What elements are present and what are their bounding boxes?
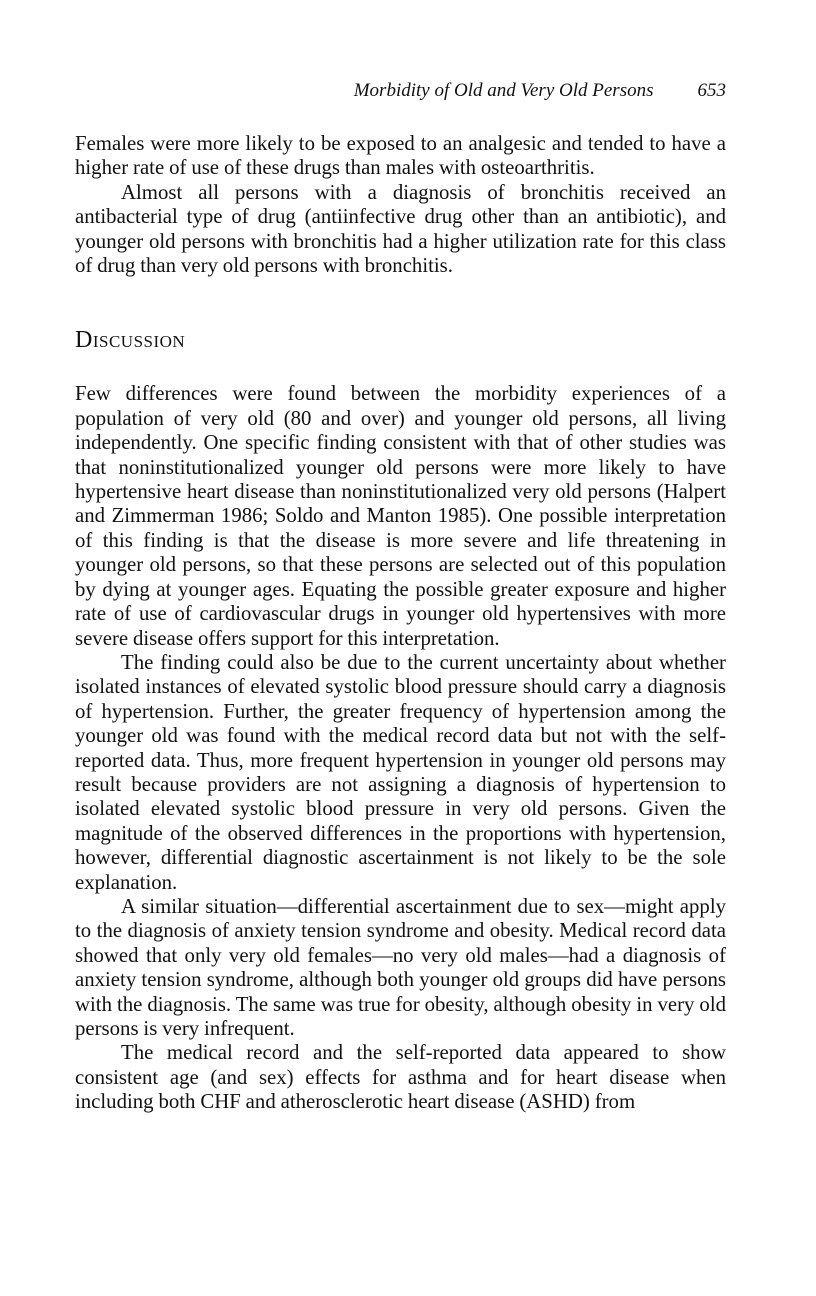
document-page xyxy=(75,80,726,1115)
section-heading-discussion: Discussion xyxy=(75,327,186,354)
paragraph-discussion-1: Few differences were found between the morbidity experiences of a population of very old (80 and over) and younger old persons, all living independently. One specific finding consistent with that of other studies was that noninstitutionalized younger old persons were more likely to have hypertensive heart disease than noninstitutionalized very old persons (Halpert and Zimmerman 1986; Soldo and Manton 1985). One possible interpretation of this finding is that the disease is more severe and life threatening in younger old persons, so that these persons are selected out of this population by dying at younger ages. Equating the possible greater exposure and higher rate of use of cardiovascular drugs in younger old hypertensives with more severe disease offers support for this interpretation. xyxy=(75,382,726,650)
running-header xyxy=(75,80,726,110)
paragraph-osteoarthritis: Females were more likely to be exposed to an analgesic and tended to have a higher rate of use of these drugs than males with osteoarthritis. xyxy=(75,132,726,180)
running-title: Morbidity of Old and Very Old Persons xyxy=(353,80,654,101)
page-number: 653 xyxy=(697,80,726,101)
paragraph-discussion-4: The medical record and the self-reported data appeared to show consistent age (and sex) effects for asthma and for heart disease when including both CHF and atherosclerotic heart disease (ASHD) from xyxy=(75,1041,726,1114)
paragraph-bronchitis: Almost all persons with a diagnosis of bronchitis received an antibacterial type of drug (antiinfective drug other than an antibiotic), and younger old persons with bronchitis had a higher utilization rate for this class of drug than very old persons with bronchitis. xyxy=(75,180,726,278)
paragraph-discussion-3: A similar situation—differential ascertainment due to sex—might apply to the diagnosis of anxiety tension syndrome and obesity. Medical record data showed that only very old females—no very old males—had a diagnosis of anxiety tension syndrome, although both younger old groups did have persons with the diagnosis. The same was true for obesity, although obesity in very old persons is very infrequent. xyxy=(75,894,726,1040)
paragraph-discussion-2: The finding could also be due to the current uncertainty about whether isolated instances of elevated systolic blood pressure should carry a diagnosis of hypertension. Further, the greater frequency of hypertension among the younger old was found with the medical record data but not with the self-reported data. Thus, more frequent hypertension in younger old persons may result because providers are not assigning a diagnosis of hypertension to isolated elevated systolic blood pressure in very old persons. Given the magnitude of the observed differences in the proportions with hypertension, however, differential diagnostic ascertainment is not likely to be the sole explanation. xyxy=(75,650,726,894)
